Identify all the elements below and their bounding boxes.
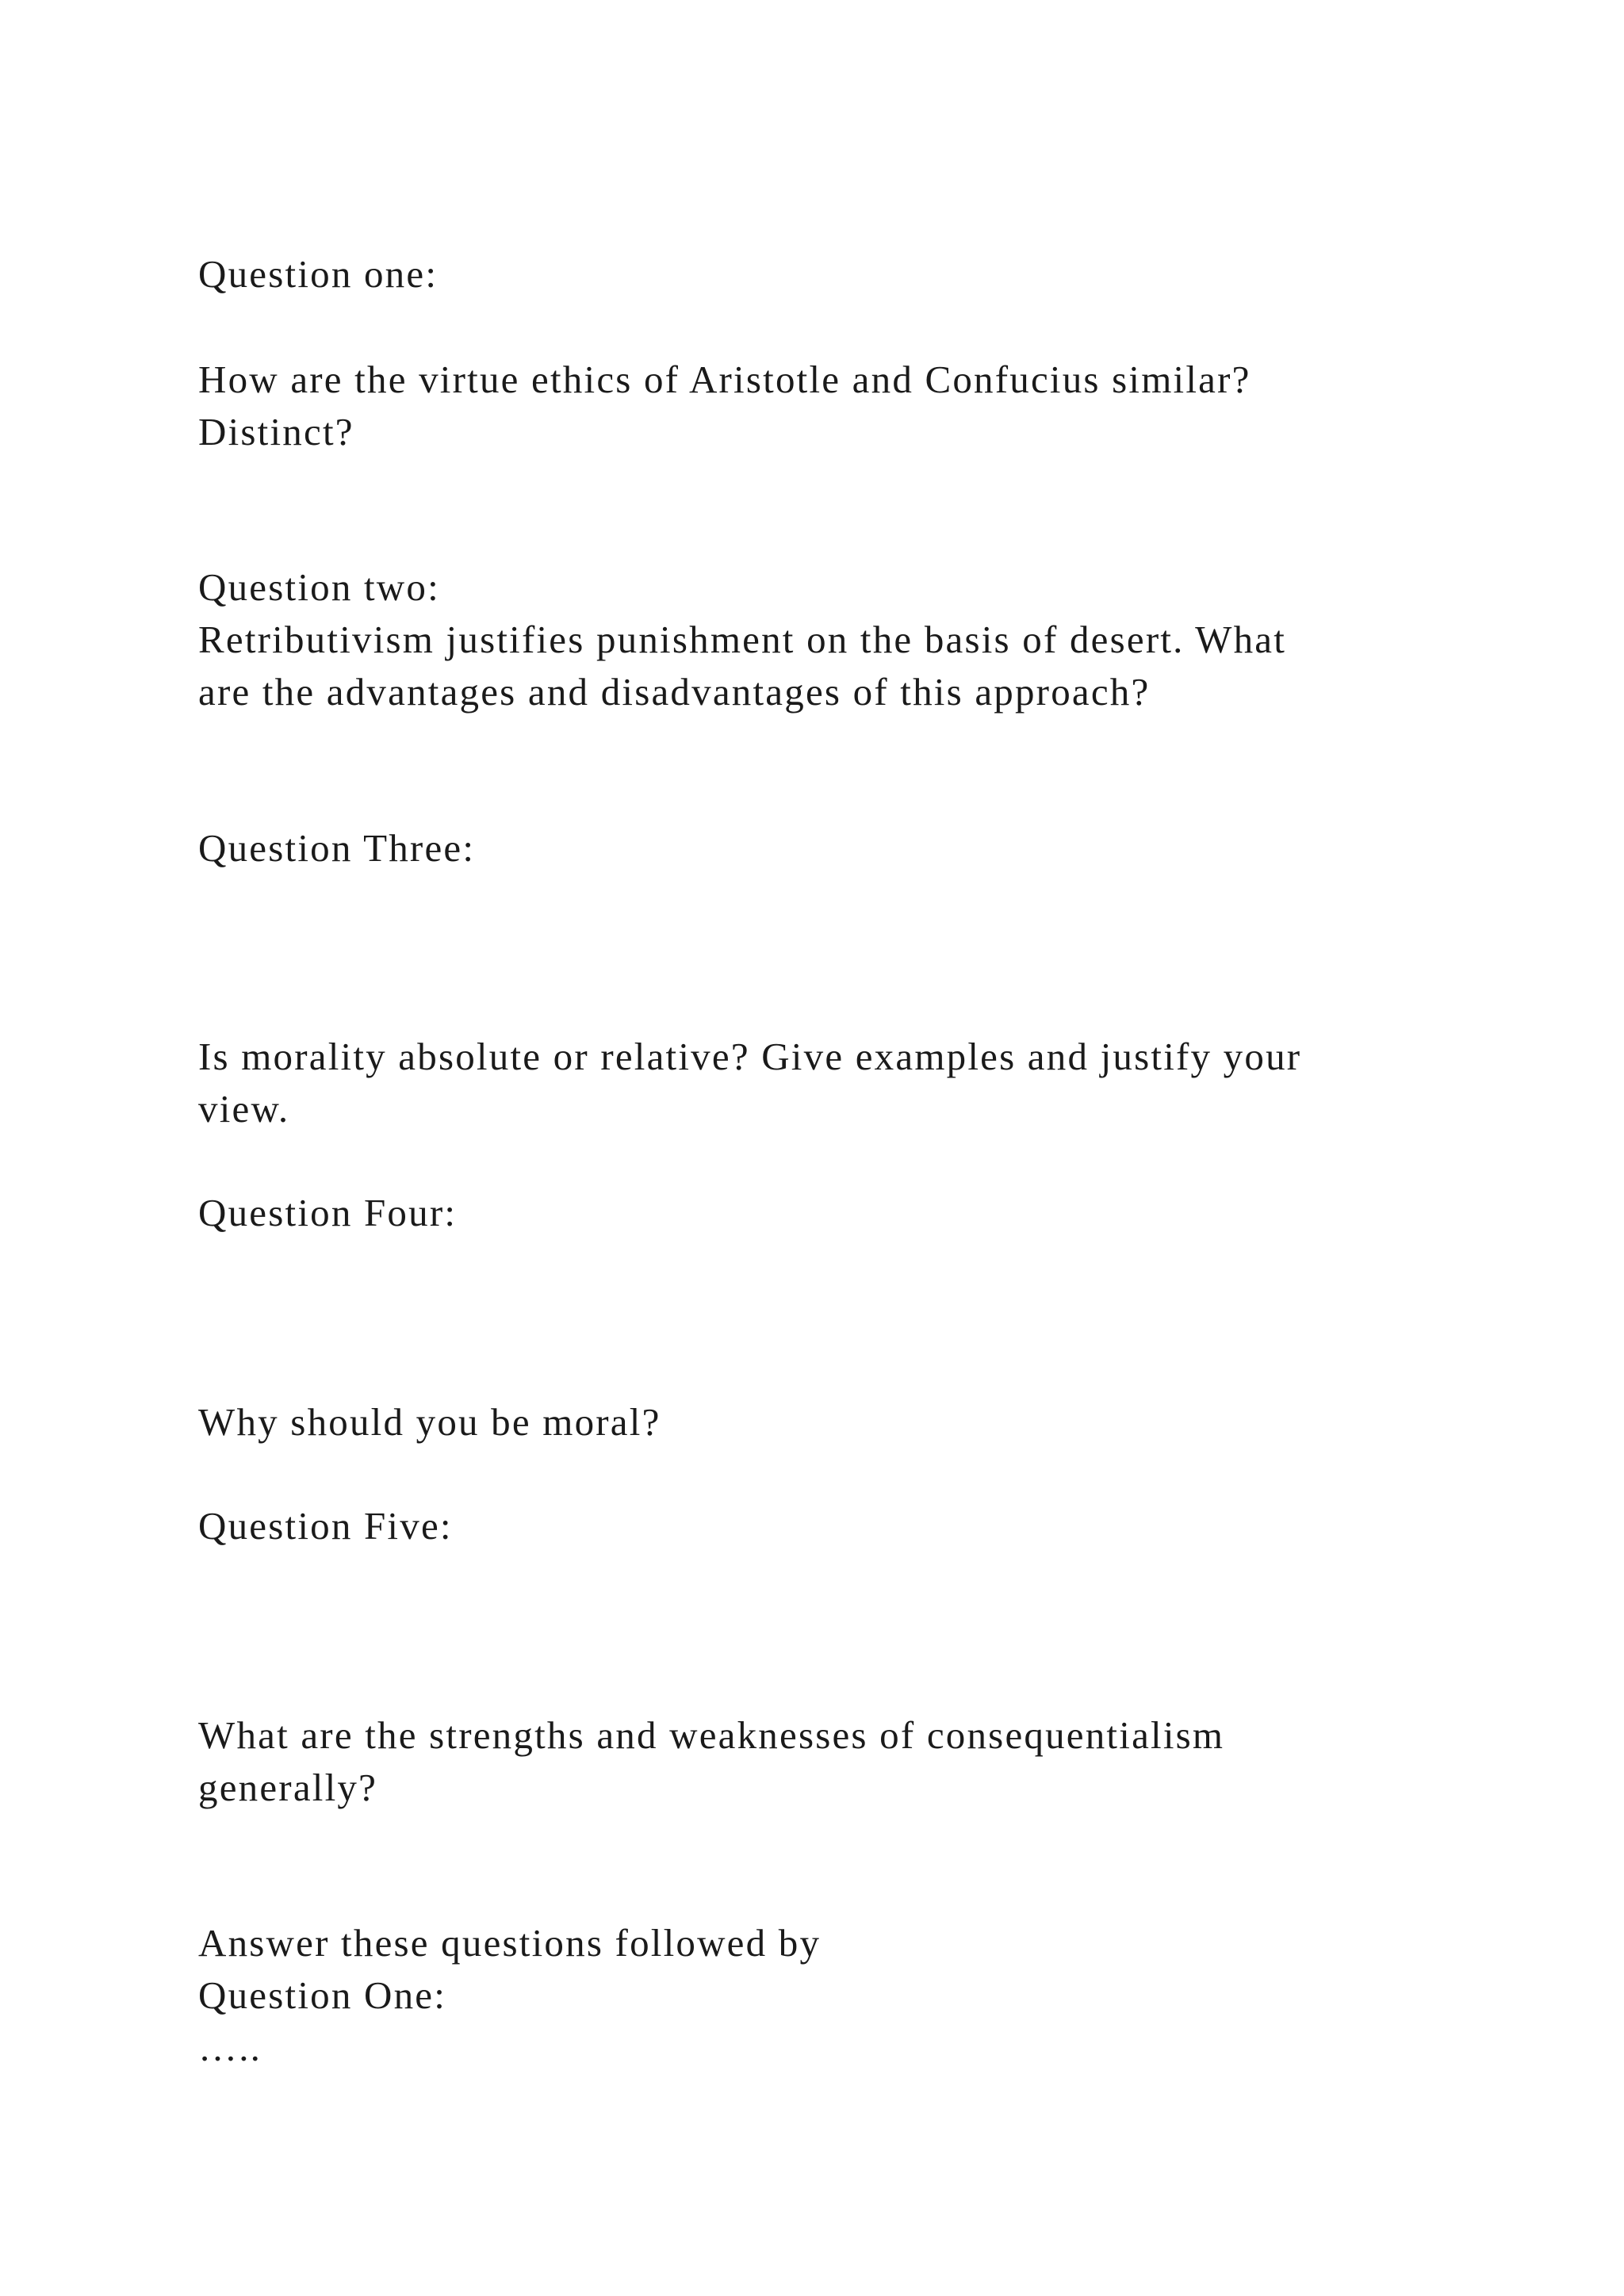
- question-five-heading: Question Five:: [198, 1504, 453, 1548]
- question-four-heading: Question Four:: [198, 1191, 458, 1234]
- question-one-text-line-2: Distinct?: [198, 410, 354, 453]
- closing-ellipsis: …..: [198, 2026, 262, 2069]
- question-three-text-line-2: view.: [198, 1087, 290, 1131]
- question-five-text-line-2: generally?: [198, 1766, 378, 1809]
- question-five-text-line-1: What are the strengths and weaknesses of consequentialism: [198, 1713, 1225, 1757]
- question-one-heading: Question one:: [198, 252, 439, 296]
- question-three-text-line-1: Is morality absolute or relative? Give examples and justify your: [198, 1035, 1302, 1078]
- closing-instruction-line-2: Question One:: [198, 1973, 447, 2017]
- closing-instruction-line-1: Answer these questions followed by: [198, 1921, 822, 1965]
- question-three-heading: Question Three:: [198, 826, 476, 870]
- question-four-text-line-1: Why should you be moral?: [198, 1400, 661, 1444]
- question-two-heading: Question two:: [198, 565, 440, 609]
- question-one-text-line-1: How are the virtue ethics of Aristotle and Confucius similar?: [198, 358, 1251, 401]
- question-two-text-line-1: Retributivism justifies punishment on the basis of desert. What: [198, 618, 1287, 661]
- question-two-text-line-2: are the advantages and disadvantages of this approach?: [198, 670, 1151, 714]
